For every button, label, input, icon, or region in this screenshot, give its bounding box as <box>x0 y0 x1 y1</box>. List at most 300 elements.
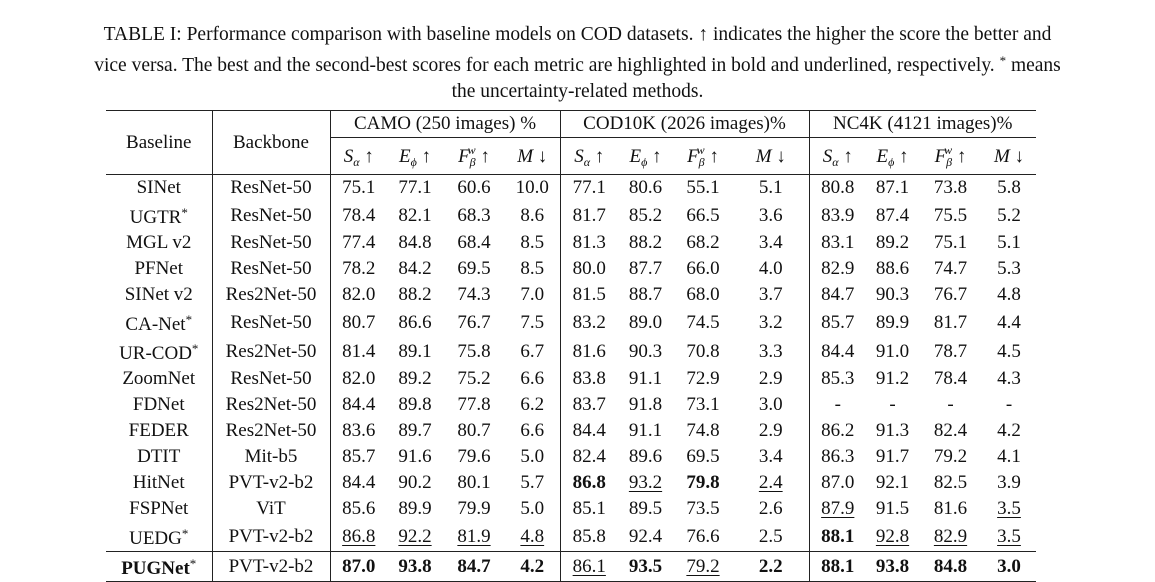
score-cell <box>919 256 982 282</box>
backbone-name: ResNet-50 <box>212 201 330 230</box>
table-row <box>106 256 1036 282</box>
table-row <box>106 392 1036 418</box>
score-cell <box>387 496 443 522</box>
backbone-name: ResNet-50 <box>212 230 330 256</box>
score-value: 3.3 <box>758 340 783 362</box>
score-value: 5.8 <box>997 177 1021 198</box>
score-cell <box>387 552 443 582</box>
caption-means: means <box>1010 55 1061 76</box>
uncertainty-star: * <box>185 312 193 327</box>
score-value: 93.5 <box>628 555 663 577</box>
score-cell <box>387 175 443 202</box>
score-cell <box>330 282 387 308</box>
score-value: 2.2 <box>758 555 783 577</box>
score-value: 4.4 <box>997 311 1021 333</box>
score-cell <box>618 418 673 444</box>
score-cell <box>919 308 982 337</box>
score-value: 89.9 <box>875 311 910 333</box>
score-value: 90.3 <box>875 284 910 305</box>
score-value: 82.4 <box>933 420 968 441</box>
score-value: 84.8 <box>398 232 432 253</box>
metric-symbol: S <box>574 146 584 167</box>
score-cell <box>809 256 866 282</box>
score-cell <box>387 230 443 256</box>
score-cell <box>618 552 673 582</box>
score-value: 75.5 <box>933 204 968 226</box>
score-value: 6.7 <box>520 340 545 362</box>
uncertainty-star: * <box>181 205 188 220</box>
score-value: 91.1 <box>628 420 663 441</box>
score-value: 68.3 <box>457 204 491 226</box>
score-cell <box>919 470 982 496</box>
metric-subscript: ϕ <box>641 155 648 169</box>
metric-header-2-0 <box>809 138 866 175</box>
score-value: 87.9 <box>821 498 855 519</box>
score-cell <box>809 230 866 256</box>
score-value: 3.0 <box>997 555 1021 577</box>
score-cell <box>809 337 866 366</box>
score-value: 78.4 <box>342 204 376 226</box>
score-value: 4.2 <box>520 555 545 577</box>
score-cell <box>982 308 1036 337</box>
metric-arrow: ↑ <box>899 146 909 167</box>
baseline-name <box>106 366 212 392</box>
score-value: 87.7 <box>628 258 663 279</box>
score-value: 92.1 <box>875 472 910 493</box>
score-cell <box>505 256 560 282</box>
score-value: 5.7 <box>520 472 545 493</box>
model-name: MGL v2 <box>126 232 192 253</box>
score-value: 55.1 <box>686 177 720 198</box>
score-cell <box>866 201 919 230</box>
score-value: 8.5 <box>520 258 545 279</box>
score-value: 88.7 <box>628 284 663 305</box>
score-cell <box>866 256 919 282</box>
score-value: 80.7 <box>342 311 376 333</box>
score-cell <box>505 392 560 418</box>
score-cell <box>330 496 387 522</box>
metric-subscript: α <box>353 155 360 169</box>
metric-superscript: w <box>696 143 705 157</box>
score-value: 92.2 <box>398 525 432 547</box>
score-cell <box>866 470 919 496</box>
score-value: 88.1 <box>821 555 855 577</box>
model-name: DTIT <box>137 446 181 467</box>
score-cell <box>618 308 673 337</box>
score-cell <box>866 418 919 444</box>
score-cell <box>866 308 919 337</box>
score-value: 83.1 <box>821 232 855 253</box>
score-value: 89.8 <box>398 394 432 415</box>
score-value: 81.3 <box>572 232 606 253</box>
score-value: 4.8 <box>997 284 1021 305</box>
metric-header-0-0 <box>330 138 387 175</box>
score-cell <box>809 552 866 582</box>
score-value: 90.2 <box>398 472 432 493</box>
backbone-name: Res2Net-50 <box>212 418 330 444</box>
score-cell <box>673 282 733 308</box>
score-cell <box>982 230 1036 256</box>
score-cell <box>443 444 505 470</box>
score-value: 91.3 <box>875 420 910 441</box>
score-value: 10.0 <box>515 177 549 198</box>
metric-subscript: α <box>832 155 839 169</box>
metric-subscript: β <box>946 155 953 169</box>
baseline-name <box>106 470 212 496</box>
score-cell <box>443 470 505 496</box>
score-value: 82.5 <box>933 472 968 493</box>
score-cell <box>982 522 1036 552</box>
score-cell <box>443 175 505 202</box>
score-cell <box>982 256 1036 282</box>
score-cell <box>505 366 560 392</box>
score-value: 74.7 <box>933 258 968 279</box>
score-value: 79.9 <box>457 498 491 519</box>
baseline-name <box>106 308 212 337</box>
model-name: HitNet <box>132 472 185 493</box>
metric-symbol: E <box>398 146 411 167</box>
caption-line-3: the uncertainty-related methods. <box>451 81 704 102</box>
score-cell <box>982 496 1036 522</box>
score-cell <box>560 175 618 202</box>
score-value: 90.3 <box>628 340 663 362</box>
score-value: 91.7 <box>875 446 910 467</box>
baseline-name <box>106 418 212 444</box>
score-value: 81.7 <box>572 204 606 226</box>
metric-header-0-3 <box>505 138 560 175</box>
results-table <box>106 110 1036 582</box>
score-cell <box>982 337 1036 366</box>
score-value: 79.2 <box>686 555 720 577</box>
score-cell <box>809 201 866 230</box>
score-cell <box>443 256 505 282</box>
metric-arrow: ↑ <box>421 146 432 167</box>
score-value: 91.1 <box>628 368 663 389</box>
score-cell <box>560 444 618 470</box>
score-cell <box>443 201 505 230</box>
backbone-name: Mit-b5 <box>212 444 330 470</box>
score-cell <box>673 522 733 552</box>
score-cell <box>387 308 443 337</box>
score-cell <box>809 282 866 308</box>
score-cell <box>505 230 560 256</box>
score-cell <box>809 470 866 496</box>
score-cell <box>673 418 733 444</box>
score-value: - <box>834 394 841 415</box>
metric-header-2-1 <box>866 138 919 175</box>
score-cell <box>560 282 618 308</box>
score-cell <box>387 282 443 308</box>
score-cell <box>733 366 809 392</box>
baseline-name <box>106 175 212 202</box>
score-value: 85.7 <box>342 446 376 467</box>
score-cell <box>387 470 443 496</box>
score-cell <box>673 552 733 582</box>
score-value: 82.4 <box>572 446 606 467</box>
score-value: 3.4 <box>758 446 783 467</box>
score-value: 84.4 <box>821 340 855 362</box>
score-value: 4.3 <box>997 368 1021 389</box>
metric-superscript: w <box>944 143 953 157</box>
score-cell <box>505 418 560 444</box>
score-cell <box>733 392 809 418</box>
score-value: 81.7 <box>933 311 968 333</box>
score-value: 93.2 <box>628 472 663 493</box>
score-value: 2.9 <box>758 420 783 441</box>
score-cell <box>330 522 387 552</box>
model-name: FDNet <box>132 394 185 415</box>
score-value: 87.1 <box>875 177 910 198</box>
score-cell <box>330 337 387 366</box>
metric-symbol: S <box>822 146 833 167</box>
score-cell <box>673 444 733 470</box>
score-cell <box>330 201 387 230</box>
score-value: 6.6 <box>520 368 545 389</box>
score-value: 69.5 <box>686 446 720 467</box>
score-cell <box>560 392 618 418</box>
score-cell <box>330 308 387 337</box>
score-cell <box>866 230 919 256</box>
score-value: 89.0 <box>628 311 663 333</box>
score-cell <box>866 444 919 470</box>
backbone-header: Backbone <box>212 111 330 175</box>
score-cell <box>618 470 673 496</box>
score-value: 89.1 <box>398 340 432 362</box>
score-value: 4.8 <box>520 525 545 547</box>
score-value: 7.0 <box>520 284 545 305</box>
score-value: 76.7 <box>457 311 491 333</box>
score-cell <box>330 470 387 496</box>
score-value: 88.6 <box>875 258 910 279</box>
table-row <box>106 201 1036 230</box>
score-value: 3.0 <box>758 394 783 415</box>
caption-line-2-text: vice versa. The best and the second-best scores for each metric are highlighted in bold and underlined, respectively. <box>94 55 995 76</box>
metric-symbol: F <box>687 146 699 167</box>
score-cell <box>443 366 505 392</box>
metric-arrow: ↓ <box>776 146 786 167</box>
score-cell <box>387 444 443 470</box>
score-cell <box>618 366 673 392</box>
score-value: 4.5 <box>997 340 1021 362</box>
score-value: 89.6 <box>628 446 663 467</box>
score-cell <box>866 496 919 522</box>
score-value: 79.8 <box>686 472 720 493</box>
score-value: 73.8 <box>933 177 968 198</box>
score-cell <box>919 418 982 444</box>
score-cell <box>330 366 387 392</box>
score-cell <box>919 552 982 582</box>
score-cell <box>982 282 1036 308</box>
score-value: 91.8 <box>628 394 663 415</box>
score-cell <box>866 366 919 392</box>
score-cell <box>443 496 505 522</box>
score-cell <box>560 496 618 522</box>
score-value: 3.5 <box>997 498 1021 519</box>
caption-line-2 <box>8 48 1147 79</box>
score-value: 76.6 <box>686 525 720 547</box>
metric-arrow: ↑ <box>594 146 605 167</box>
score-value: 3.7 <box>758 284 783 305</box>
score-cell <box>982 444 1036 470</box>
score-value: 6.6 <box>520 420 545 441</box>
backbone-name: ResNet-50 <box>212 308 330 337</box>
score-value: 85.7 <box>821 311 855 333</box>
baseline-name <box>106 552 212 582</box>
metric-header-2-3 <box>982 138 1036 175</box>
score-cell <box>560 230 618 256</box>
score-value: 84.7 <box>457 555 491 577</box>
score-value: 91.6 <box>398 446 432 467</box>
score-value: 81.4 <box>342 340 376 362</box>
score-cell <box>733 308 809 337</box>
score-cell <box>618 444 673 470</box>
metric-arrow: ↑ <box>843 146 853 167</box>
score-value: 78.2 <box>342 258 376 279</box>
table-row <box>106 366 1036 392</box>
score-cell <box>673 201 733 230</box>
score-cell <box>505 496 560 522</box>
uncertainty-star: * <box>181 526 189 541</box>
metric-symbol: E <box>876 146 889 167</box>
score-value: 3.2 <box>758 311 783 333</box>
score-value: 84.8 <box>933 555 968 577</box>
score-value: 86.8 <box>342 525 376 547</box>
score-value: 81.5 <box>572 284 606 305</box>
score-cell <box>618 175 673 202</box>
score-cell <box>919 496 982 522</box>
score-value: 75.8 <box>457 340 491 362</box>
score-value: 5.1 <box>758 177 783 198</box>
score-value: 92.4 <box>628 525 663 547</box>
metric-arrow: ↑ <box>709 146 719 167</box>
score-value: 74.3 <box>457 284 491 305</box>
score-cell <box>387 201 443 230</box>
score-value: 5.2 <box>997 204 1021 226</box>
score-value: 2.4 <box>758 472 783 493</box>
score-value: 79.2 <box>933 446 968 467</box>
score-cell <box>673 308 733 337</box>
score-value: 74.5 <box>686 311 720 333</box>
score-value: 86.2 <box>821 420 855 441</box>
score-value: 68.4 <box>457 232 491 253</box>
score-value: 5.0 <box>520 498 545 519</box>
score-cell <box>982 366 1036 392</box>
score-cell <box>733 256 809 282</box>
metric-symbol: M <box>517 146 534 167</box>
table-row <box>106 552 1036 582</box>
score-value: 2.6 <box>758 498 783 519</box>
score-cell <box>443 282 505 308</box>
score-cell <box>387 522 443 552</box>
metric-arrow: ↓ <box>1014 146 1025 167</box>
score-cell <box>733 175 809 202</box>
score-value: 85.1 <box>572 498 606 519</box>
metric-symbol: E <box>629 146 642 167</box>
baseline-name <box>106 496 212 522</box>
score-cell <box>809 444 866 470</box>
score-cell <box>505 175 560 202</box>
score-value: 85.8 <box>572 525 606 547</box>
baseline-name <box>106 444 212 470</box>
score-cell <box>618 282 673 308</box>
score-cell <box>443 337 505 366</box>
table-row <box>106 522 1036 552</box>
score-value: 4.0 <box>758 258 783 279</box>
score-value: 5.3 <box>997 258 1021 279</box>
score-cell <box>618 496 673 522</box>
cod10k-group-header: COD10K (2026 images)% <box>560 111 809 138</box>
score-cell <box>387 337 443 366</box>
score-value: 68.0 <box>686 284 720 305</box>
score-cell <box>673 230 733 256</box>
score-cell <box>443 418 505 444</box>
score-cell <box>560 418 618 444</box>
nc4k-group-header: NC4K (4121 images)% <box>809 111 1036 138</box>
score-cell <box>866 337 919 366</box>
table-row <box>106 175 1036 202</box>
score-value: 75.1 <box>342 177 376 198</box>
table-caption <box>8 22 1147 105</box>
score-cell <box>733 444 809 470</box>
score-cell <box>919 230 982 256</box>
metric-arrow: ↑ <box>956 146 967 167</box>
score-cell <box>505 201 560 230</box>
model-name: PFNet <box>134 258 184 279</box>
score-value: 5.1 <box>997 232 1021 253</box>
metric-header-1-3 <box>733 138 809 175</box>
score-cell <box>919 282 982 308</box>
score-value: 7.5 <box>520 311 545 333</box>
metric-subscript: α <box>583 155 591 169</box>
score-cell <box>982 552 1036 582</box>
score-cell <box>618 256 673 282</box>
score-cell <box>733 201 809 230</box>
score-value: 80.8 <box>821 177 855 198</box>
score-value: 5.0 <box>520 446 545 467</box>
backbone-name: Res2Net-50 <box>212 337 330 366</box>
uncertainty-star: * <box>191 341 199 356</box>
metric-symbol: M <box>993 146 1010 167</box>
score-value: 84.4 <box>572 420 606 441</box>
score-cell <box>733 282 809 308</box>
score-cell <box>809 418 866 444</box>
score-cell <box>982 470 1036 496</box>
score-value: - <box>947 394 954 415</box>
table-row <box>106 337 1036 366</box>
score-cell <box>387 418 443 444</box>
score-cell <box>919 392 982 418</box>
baseline-name <box>106 256 212 282</box>
score-value: 81.6 <box>933 498 968 519</box>
table-row <box>106 230 1036 256</box>
metric-header-1-0 <box>560 138 618 175</box>
score-value: 91.2 <box>875 368 910 389</box>
table-row <box>106 444 1036 470</box>
model-name: FEDER <box>128 420 189 441</box>
score-value: 77.4 <box>342 232 376 253</box>
metric-symbol: F <box>934 146 947 167</box>
caption-line-1: TABLE I: Performance comparison with baseline models on COD datasets. ↑ indicates the higher the score the better and <box>103 24 1052 45</box>
score-cell <box>443 308 505 337</box>
score-value: 73.1 <box>686 394 720 415</box>
caption-star: * <box>999 53 1007 68</box>
score-value: 75.2 <box>457 368 491 389</box>
score-value: 3.4 <box>758 232 783 253</box>
score-value: 83.8 <box>572 368 606 389</box>
score-cell <box>330 392 387 418</box>
score-value: 83.2 <box>572 311 606 333</box>
score-value: 87.0 <box>821 472 855 493</box>
